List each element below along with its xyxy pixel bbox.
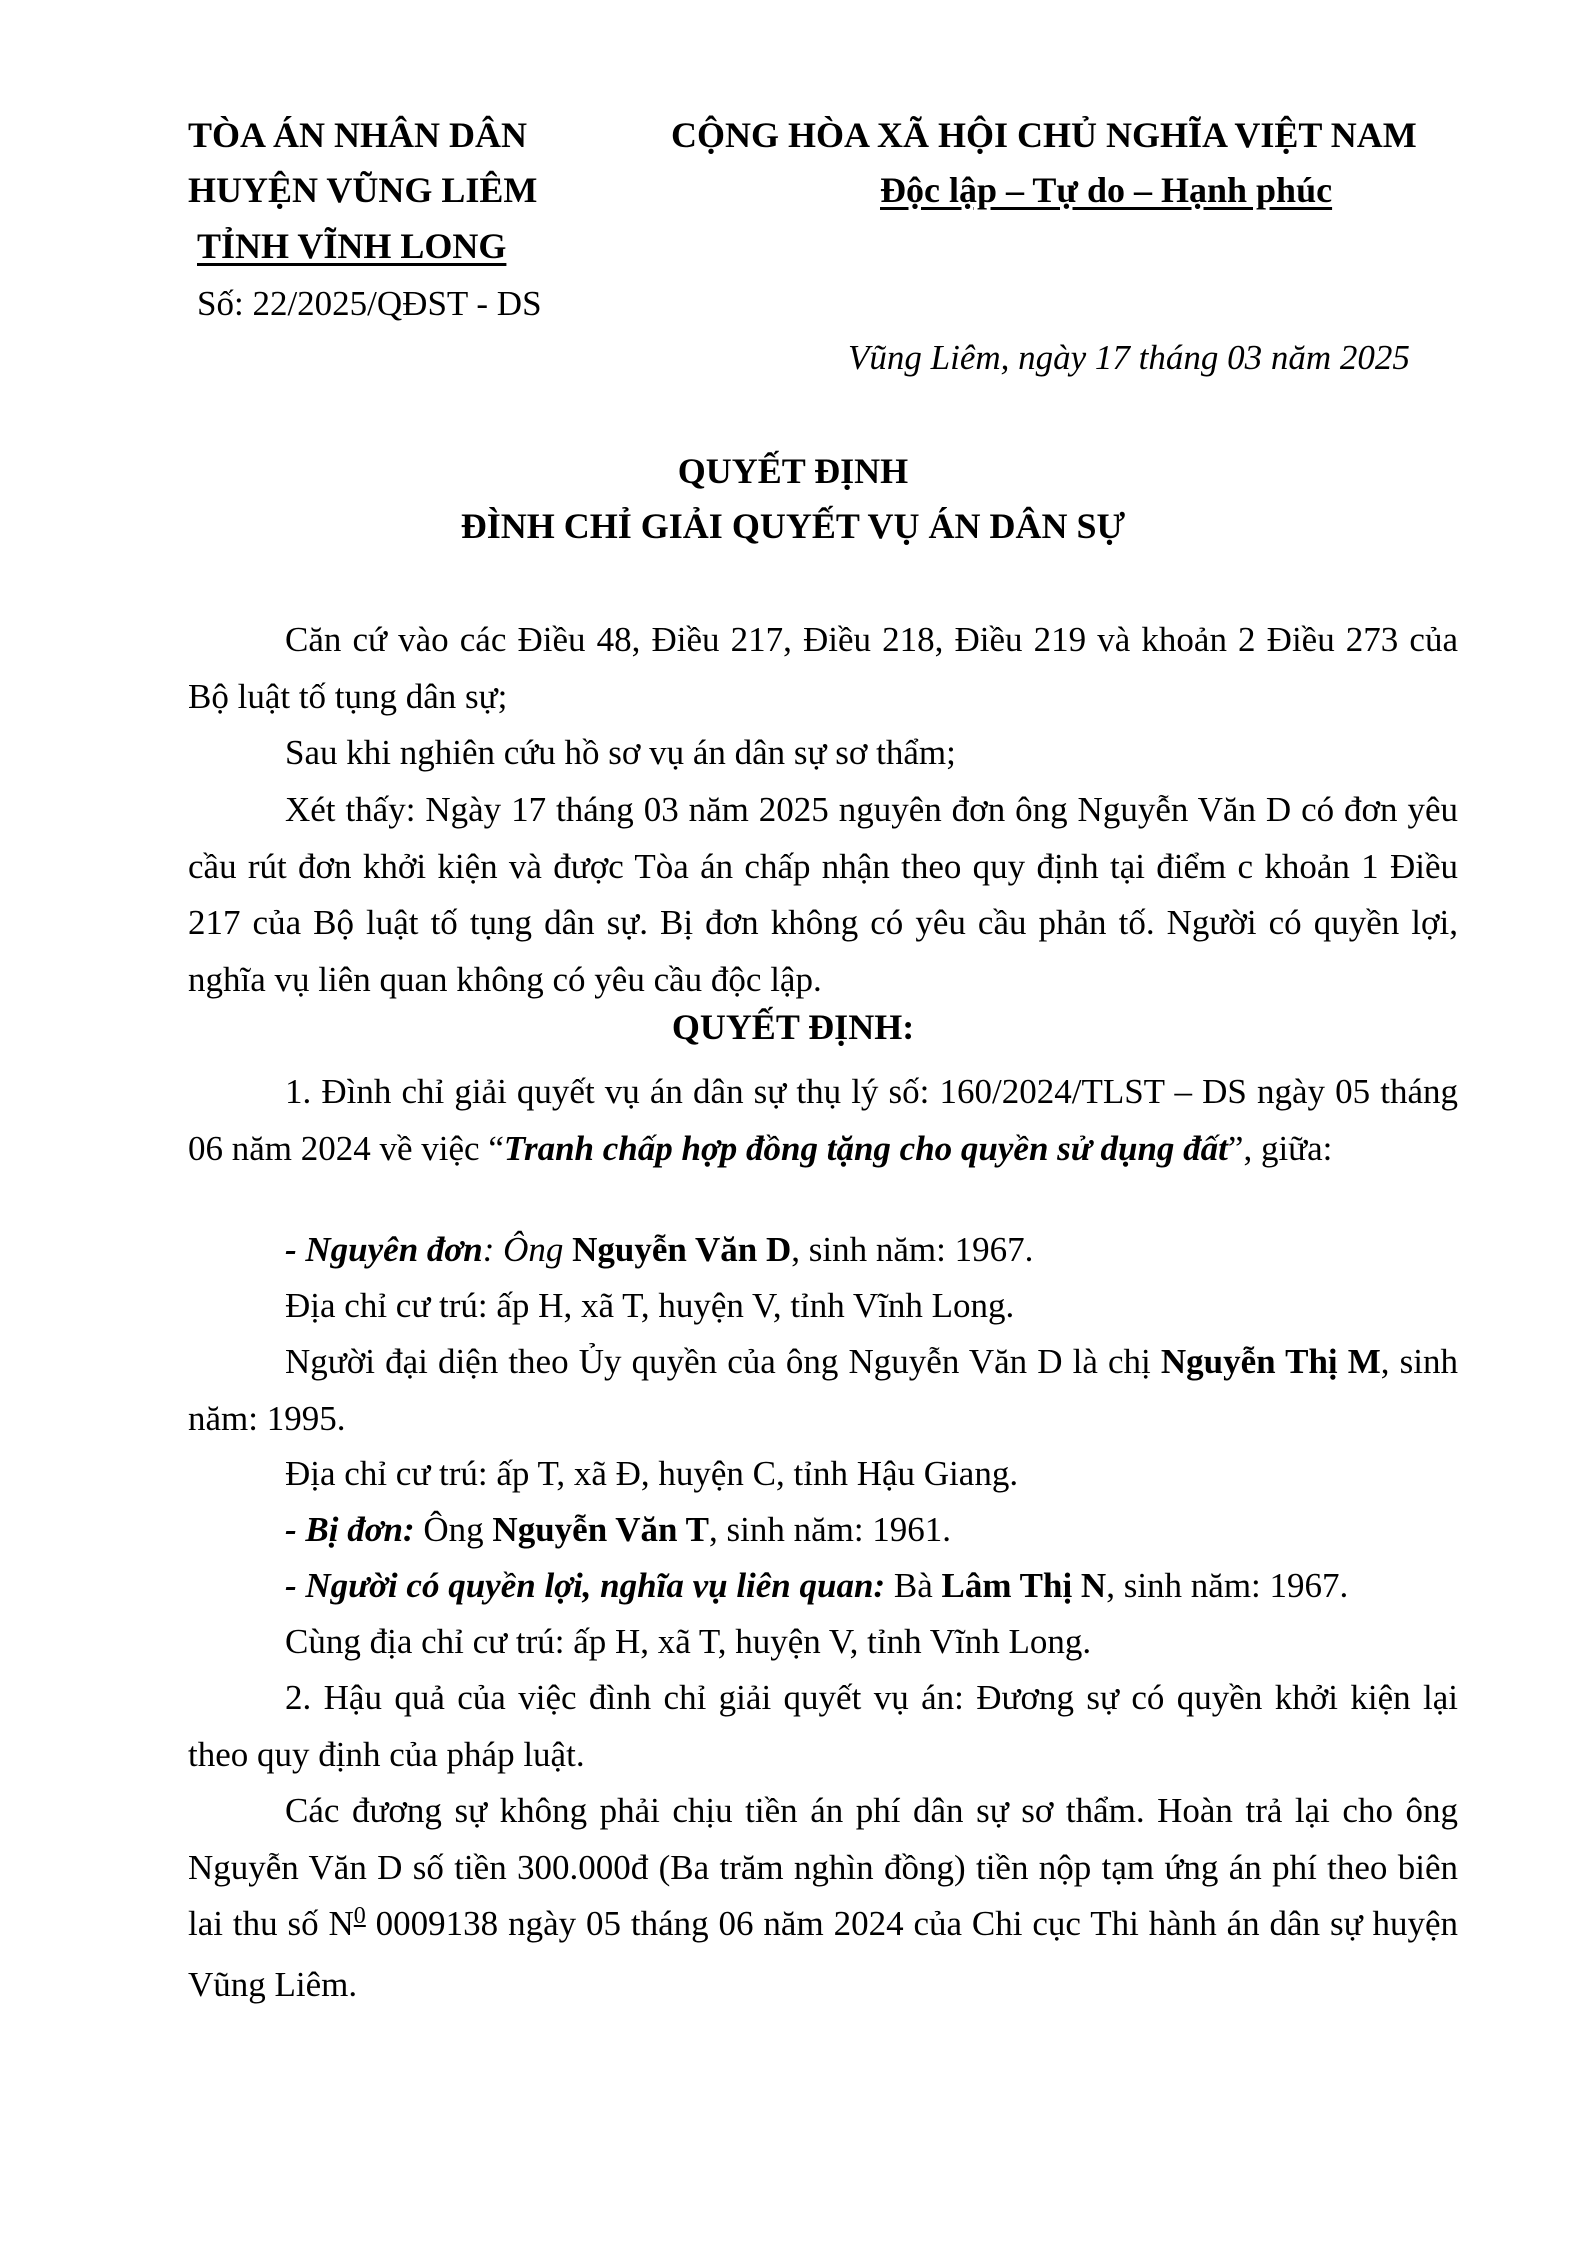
court-fee-text: Các đương sự không phải chịu tiền án phí dân sự sơ thẩm. Hoàn trả lại cho ông Nguyễn Văn D số tiền 300.000đ (Ba trăm nghìn đồng) tiền nộp tạm ứng án phí theo biên lai thu số N bbox=[188, 1791, 1458, 1943]
shared-address: Cùng địa chỉ cư trú: ấp H, xã T, huyện V, tỉnh Vĩnh Long. bbox=[285, 1622, 1092, 1661]
representative-address: Địa chỉ cư trú: ấp T, xã Đ, huyện C, tỉnh Hậu Giang. bbox=[285, 1454, 1019, 1493]
nation-title: CỘNG HÒA XÃ HỘI CHỦ NGHĨA VIỆT NAM bbox=[671, 115, 1417, 155]
court-fee-paragraph bbox=[188, 1783, 1458, 2013]
representative-text: Người đại diện theo Ủy quyền của ông Nguyễn Văn D là chị bbox=[285, 1342, 1161, 1381]
case-subject: Tranh chấp hợp đồng tặng cho quyền sử dụng đất bbox=[503, 1128, 1228, 1168]
related-party-line bbox=[285, 1568, 1348, 1603]
defendant-name: Nguyễn Văn T bbox=[492, 1510, 709, 1549]
court-province: TỈNH VĨNH LONG bbox=[197, 226, 507, 266]
defendant-label: - Bị đơn: bbox=[285, 1510, 415, 1549]
findings-paragraph: Xét thấy: Ngày 17 tháng 03 năm 2025 nguyên đơn ông Nguyễn Văn D có đơn yêu cầu rút đơn khởi kiện và được Tòa án chấp nhận theo quy định tại điểm c khoản 1 Điều 217 của Bộ luật tố tụng dân sự. Bị đơn không có yêu cầu phản tố. Người có quyền lợi, nghĩa vụ liên quan không có yêu cầu độc lập. bbox=[188, 790, 1458, 999]
plaintiff-colon: : Ông bbox=[482, 1230, 573, 1269]
issue-date: Vũng Liêm, ngày 17 tháng 03 năm 2025 bbox=[848, 338, 1410, 377]
court-fee-tail: 0009138 ngày 05 tháng 06 năm 2024 của Chi cục Thi hành án dân sự huyện Vũng Liêm. bbox=[188, 1904, 1458, 2004]
review-paragraph: Sau khi nghiên cứu hồ sơ vụ án dân sự sơ thẩm; bbox=[285, 733, 956, 772]
legal-basis-paragraph: Căn cứ vào các Điều 48, Điều 217, Điều 218, Điều 219 và khoản 2 Điều 273 của Bộ luật tố tụng dân sự; bbox=[188, 620, 1458, 716]
plaintiff-label: - Nguyên đơn bbox=[285, 1230, 483, 1269]
decision-item-1 bbox=[188, 1064, 1458, 1177]
defendant-line bbox=[285, 1512, 951, 1547]
related-party-name: Lâm Thị N bbox=[941, 1566, 1107, 1605]
decision-number: Số: 22/2025/QĐST - DS bbox=[197, 284, 542, 323]
related-party-prefix: Bà bbox=[885, 1566, 942, 1605]
plaintiff-name: Nguyễn Văn D bbox=[572, 1230, 792, 1269]
defendant-prefix: Ông bbox=[414, 1510, 493, 1549]
representative-paragraph bbox=[188, 1334, 1458, 1447]
court-name: TÒA ÁN NHÂN DÂN bbox=[188, 115, 528, 155]
representative-name: Nguyễn Thị M bbox=[1160, 1342, 1381, 1381]
decision-item-1-text: 1. Đình chỉ giải quyết vụ án dân sự thụ lý số: 160/2024/TLST – DS ngày 05 tháng 06 năm 2024 về việc “ bbox=[188, 1072, 1458, 1168]
related-party-birth: , sinh năm: 1967. bbox=[1106, 1566, 1349, 1605]
related-party-label: - Người có quyền lợi, nghĩa vụ liên quan: bbox=[285, 1566, 886, 1605]
court-district: HUYỆN VŨNG LIÊM bbox=[188, 170, 538, 210]
plaintiff-birth: , sinh năm: 1967. bbox=[791, 1230, 1034, 1269]
decision-item-2: 2. Hậu quả của việc đình chỉ giải quyết vụ án: Đương sự có quyền khởi kiện lại theo quy định của pháp luật. bbox=[188, 1678, 1458, 1774]
decision-heading: QUYẾT ĐỊNH: bbox=[671, 1007, 915, 1047]
plaintiff-address: Địa chỉ cư trú: ấp H, xã T, huyện V, tỉnh Vĩnh Long. bbox=[285, 1286, 1015, 1325]
nation-motto: Độc lập – Tự do – Hạnh phúc bbox=[880, 170, 1333, 210]
representative-birth: , sinh năm: 1995. bbox=[188, 1342, 1458, 1438]
document-title: QUYẾT ĐỊNH bbox=[677, 451, 909, 491]
defendant-birth: , sinh năm: 1961. bbox=[708, 1510, 952, 1549]
document-subtitle: ĐÌNH CHỈ GIẢI QUYẾT VỤ ÁN DÂN SỰ bbox=[460, 506, 1126, 546]
plaintiff-line bbox=[285, 1232, 1033, 1267]
receipt-number-symbol: 0 bbox=[353, 1903, 366, 1929]
decision-item-1-tail: ”, giữa: bbox=[1227, 1128, 1333, 1168]
